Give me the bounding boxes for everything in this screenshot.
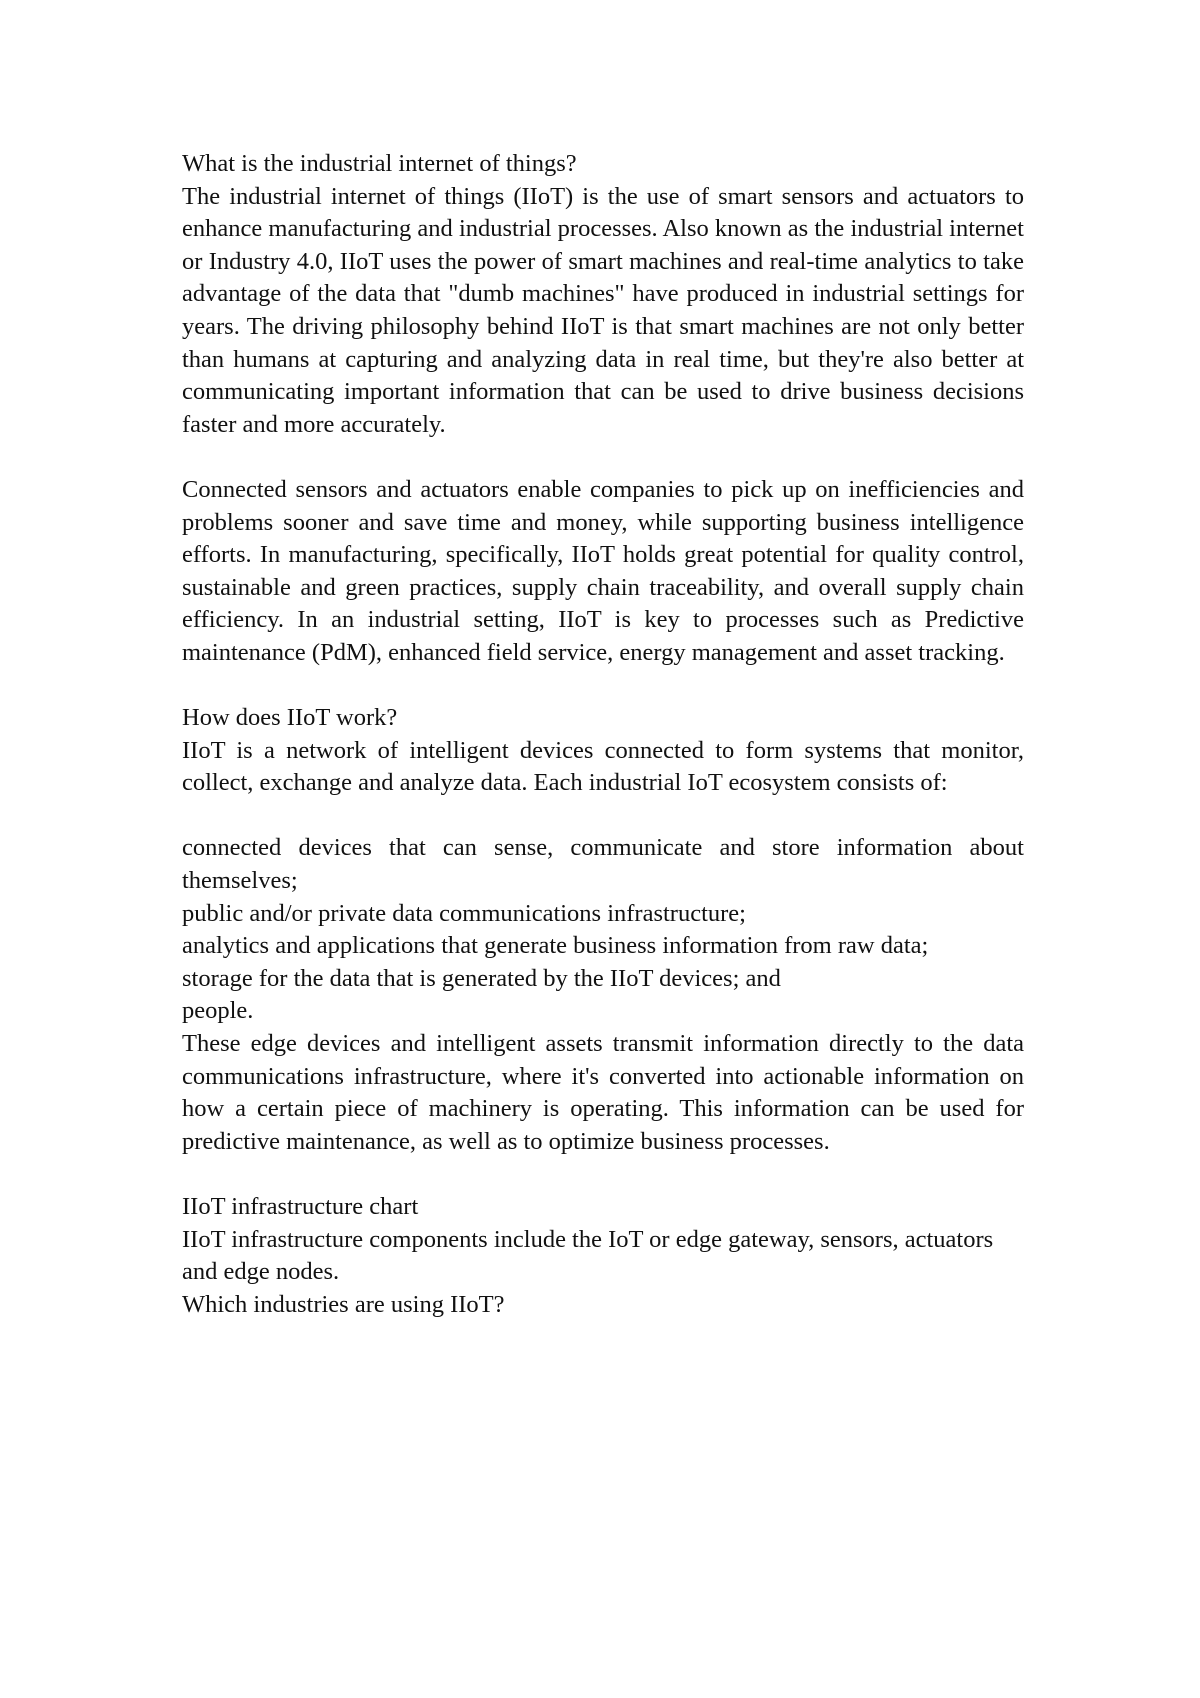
- list-item: analytics and applications that generate business information from raw data;: [182, 932, 929, 960]
- paragraph-gap: [182, 670, 1024, 703]
- paragraph-infrastructure-components: IIoT infrastructure components include the IoT or edge gateway, sensors, actuators and edge nodes.: [182, 1225, 994, 1286]
- list-item: people.: [182, 997, 254, 1025]
- paragraph-connected-sensors: Connected sensors and actuators enable companies to pick up on inefficiencies and problems sooner and save time and money, while supporting business intelligence efforts. In manufacturing, specifically, IIoT holds great potential for quality control, sustainable and green practices, supply chain traceability, and overall supply chain efficiency. In an industrial setting, IIoT is key to processes such as Predictive maintenance (PdM), enhanced field service, energy management and asset tracking.: [182, 475, 1024, 666]
- heading-how-iiot-works: How does IIoT work?: [182, 704, 398, 732]
- paragraph-iiot-network: IIoT is a network of intelligent devices connected to form systems that monitor, collect, exchange and analyze data. Each industrial IoT ecosystem consists of:: [182, 736, 1024, 797]
- heading-what-is-iiot: What is the industrial internet of things?: [182, 150, 577, 177]
- paragraph-iiot-definition: The industrial internet of things (IIoT) is the use of smart sensors and actuators to enhance manufacturing and industrial processes. Also known as the industrial internet or Industry 4.0, IIoT uses the power of smart machines and real-time analytics to take advantage of the data that "dumb machines" have produced in industrial settings for years. The driving philosophy behind IIoT is that smart machines are not only better than humans at capturing and analyzing data in real time, but they're also better at communicating important information that can be used to drive business decisions faster and more accurately.: [182, 182, 1024, 438]
- heading-infrastructure-chart: IIoT infrastructure chart: [182, 1193, 419, 1220]
- paragraph-gap: [182, 441, 1024, 474]
- list-item: storage for the data that is generated by the IIoT devices; and: [182, 964, 781, 992]
- paragraph-gap: [182, 1158, 1024, 1191]
- question-industries: Which industries are using IIoT?: [182, 1290, 505, 1318]
- paragraph-gap: [182, 800, 1024, 833]
- document-body: [182, 148, 1024, 1321]
- list-item: connected devices that can sense, communicate and store information about themselves;: [182, 834, 1024, 895]
- list-item: public and/or private data communications infrastructure;: [182, 899, 746, 927]
- paragraph-edge-devices: These edge devices and intelligent assets transmit information directly to the data communications infrastructure, where it's converted into actionable information on how a certain piece of machinery is operating. This information can be used for predictive maintenance, as well as to optimize business processes.: [182, 1030, 1024, 1155]
